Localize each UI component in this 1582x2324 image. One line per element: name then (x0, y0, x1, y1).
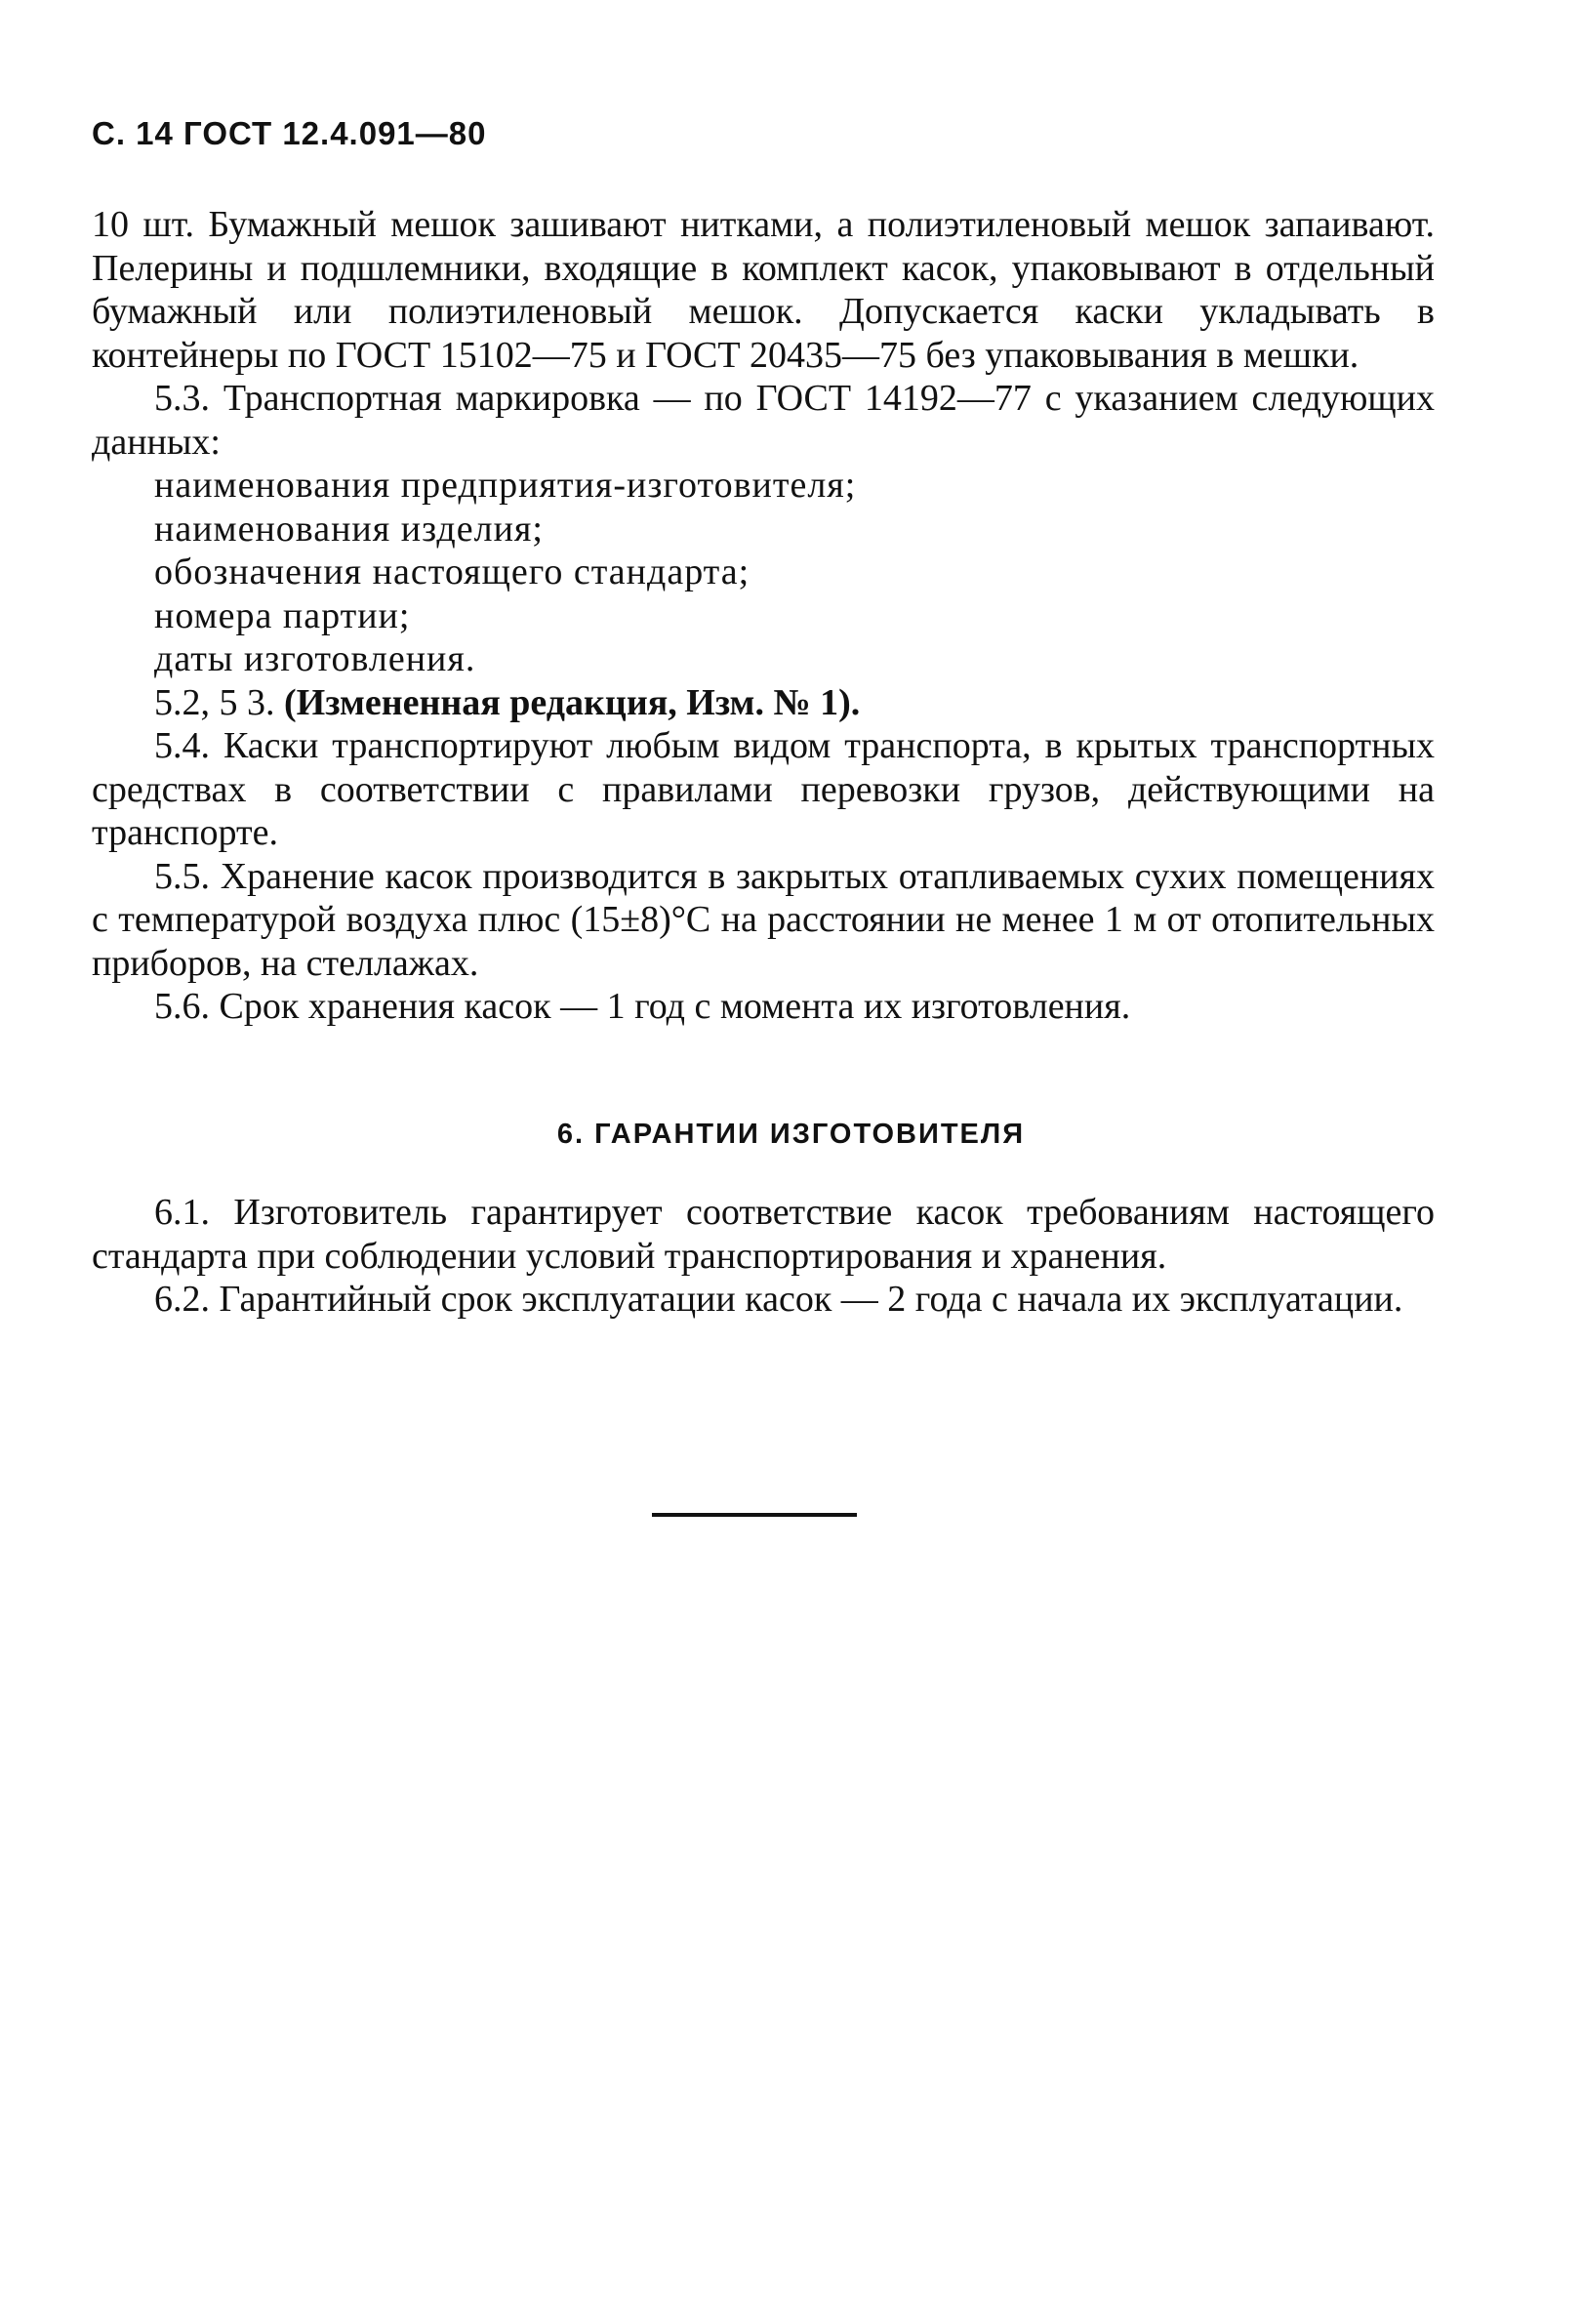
marking-item: обозначения настоящего стандарта; (154, 551, 750, 592)
end-rule (652, 1513, 857, 1517)
marking-item: наименования изделия; (154, 508, 544, 550)
paragraph-6-2: 6.2. Гарантийный срок эксплуатации касок — 2 года с начала их эксплуатации. (154, 1279, 1403, 1320)
marking-list (92, 464, 1435, 681)
amendment-text: (Измененная редакция, Изм. № 1). (284, 681, 861, 723)
page-header: С. 14 ГОСТ 12.4.091—80 (92, 115, 487, 151)
amendment-prefix: 5.2, 5 3. (154, 681, 275, 723)
paragraph-6-1: 6.1. Изготовитель гарантирует соответствие касок требованиям настоящего стандарта при соблюдении условий транспортирования и хранения. (92, 1192, 1435, 1277)
section-6-title: 6. ГАРАНТИИ ИЗГОТОВИТЕЛЯ (556, 1119, 1026, 1150)
section-6-text (92, 1191, 1435, 1322)
marking-item: даты изготовления. (154, 638, 476, 679)
paragraph-continuation: 10 шт. Бумажный мешок зашивают нитками, а полиэтиленовый мешок запаивают. Пелерины и подшлемники, входящие в комплект касок, упаковывают в отдельный бумажный или полиэтиленовый мешок. Допускается каски укладывать в контейнеры по ГОСТ 15102—75 и ГОСТ 20435—75 без упаковывания в мешки. (92, 204, 1435, 376)
paragraph-5-6: 5.6. Срок хранения касок — 1 год с момента их изготовления. (154, 986, 1131, 1027)
paragraph-5-3: 5.3. Транспортная маркировка — по ГОСТ 14192—77 с указанием следующих данных: (92, 378, 1435, 463)
marking-item: наименования предприятия-изготовителя; (154, 465, 857, 506)
section-5-text (92, 203, 1435, 1029)
paragraph-5-5: 5.5. Хранение касок производится в закрытых отапливаемых сухих помещениях с температурой воздуха плюс (15±8)°С на расстоянии не менее 1 м от отопительных приборов, на стеллажах. (92, 855, 1435, 984)
marking-item: номера партии; (154, 594, 411, 636)
paragraph-5-4: 5.4. Каски транспортируют любым видом транспорта, в крытых транспортных средствах в соответствии с правилами перевозки грузов, действующими на транспорте. (92, 725, 1435, 853)
amendment-note (92, 681, 1435, 725)
